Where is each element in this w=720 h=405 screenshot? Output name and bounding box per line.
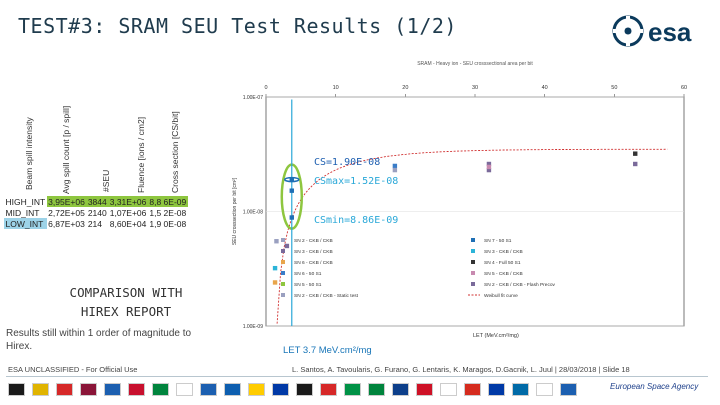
table-cell: 8,8 6E-09 [149, 196, 187, 207]
esa-logo [612, 14, 708, 48]
legend-item: SN 6 - CKB / CKB [294, 261, 333, 266]
x-tick-label: 10 [332, 85, 339, 91]
table-cell: 1,07E+06 [109, 207, 147, 218]
comparison-line-1: COMPARISON WITH [69, 285, 183, 300]
flag-icon [248, 383, 265, 396]
header-beam-spill-intensity: Beam spill intensity [24, 117, 34, 190]
y-tick-label: 1.00E-09 [242, 324, 263, 330]
legend-marker [281, 238, 285, 242]
table-cell: 3,31E+06 [109, 196, 147, 207]
y-tick-label: 1.00E-08 [242, 209, 263, 216]
header-seu: #SEU [101, 169, 111, 192]
legend-marker [281, 282, 285, 286]
data-point [393, 168, 397, 172]
table-cell: 2,72E+05 [48, 207, 85, 218]
header-fluence: Fluence [ions / cm2] [136, 116, 146, 193]
table-row [4, 196, 188, 207]
data-point [633, 162, 637, 166]
legend-marker [281, 293, 285, 297]
legend-marker [471, 271, 475, 275]
csmin-annotation: CSmin=8.86E-09 [314, 215, 399, 226]
legend-item: SN 2 - CKB / CKB - Static test [294, 294, 358, 299]
header-avg-spill-count: Avg spill count [p / spill] [61, 105, 71, 194]
classification-label: ESA UNCLASSIFIED - For Official Use [8, 365, 138, 374]
legend-item: SN 3 - CKB / CKB [484, 250, 523, 255]
table-cell: 2140 [87, 207, 107, 218]
flag-icon [488, 383, 505, 396]
flag-icon [416, 383, 433, 396]
legend-item: SN 3 - CKB / CKB [294, 250, 333, 255]
table-cell: 3,95E+06 [48, 196, 85, 207]
flag-icon [200, 383, 217, 396]
legend-item: SN 5 - CKB / CKB [484, 272, 523, 277]
csmax-annotation: CSmax=1.52E-08 [314, 176, 399, 187]
y-tick-label: 1.00E-07 [242, 95, 263, 101]
table-cell: 3844 [87, 196, 107, 207]
table-cell: 214 [87, 218, 102, 229]
y-axis-label: SEU crosssection per bit [cm²] [232, 177, 238, 246]
legend-marker [281, 260, 285, 264]
data-point [274, 239, 278, 243]
flag-icon [536, 383, 553, 396]
table-cell: 6,87E+03 [48, 218, 85, 229]
x-tick-label: 20 [402, 85, 409, 91]
legend-item: SN 5 - 50 S1 [294, 283, 322, 288]
data-point [633, 151, 637, 155]
flag-icon [392, 383, 409, 396]
flag-icon [440, 383, 457, 396]
seu-chart [228, 58, 716, 354]
x-tick-label: 40 [541, 85, 548, 91]
x-tick-label: 30 [471, 85, 479, 91]
header-cross-section: Cross section [CS/bit] [170, 111, 180, 193]
legend-marker [471, 282, 475, 286]
row-name: HIGH_INT [5, 196, 46, 207]
chart-title: SRAM - Heavy ion - SEU crosssectional area per bit [417, 61, 533, 67]
flag-icon [296, 383, 313, 396]
page-title: TEST#3: SRAM SEU Test Results (1/2) [18, 14, 457, 38]
legend-marker [471, 238, 475, 242]
comparison-line-2: HIREX REPORT [80, 304, 172, 319]
flag-icon [104, 383, 121, 396]
flag-icon [272, 383, 289, 396]
legend-item: SN 2 - CKB / CKB [294, 239, 333, 244]
footer-divider [6, 376, 708, 377]
data-point [273, 266, 277, 270]
flag-icon [32, 383, 49, 396]
table-cell: 8,60E+04 [109, 218, 147, 229]
flag-icon [344, 383, 361, 396]
flag-icon [56, 383, 73, 396]
legend-marker [281, 249, 285, 253]
agency-label: European Space Agency [610, 382, 699, 391]
table-cell: 1,5 2E-08 [149, 207, 187, 218]
flag-icon [512, 383, 529, 396]
let-label: LET 3.7 MeV.cm²/mg [283, 345, 372, 356]
legend-item: Weibull fit curve [484, 294, 518, 299]
x-tick-label: 0 [264, 85, 268, 91]
x-tick-label: 60 [680, 85, 688, 91]
data-point [290, 188, 294, 192]
comparison-heading [28, 283, 224, 321]
data-point [393, 164, 397, 168]
flag-icon [368, 383, 385, 396]
flag-icon [464, 383, 481, 396]
data-point [487, 165, 491, 169]
cs-annotation: CS=1.90E-08 [314, 157, 381, 168]
data-point [290, 215, 294, 219]
table-cell: 1,9 0E-08 [149, 218, 187, 229]
flag-icon [128, 383, 145, 396]
flag-icon [152, 383, 169, 396]
table-row [4, 207, 188, 218]
legend-marker [471, 249, 475, 253]
data-point [285, 244, 289, 248]
flag-icon [224, 383, 241, 396]
row-name: MID_INT [5, 207, 40, 218]
table-row [4, 218, 188, 229]
logo-text: esa [648, 17, 692, 47]
legend-marker [281, 271, 285, 275]
legend-item: SN 4 - Full 50 S1 [484, 261, 521, 266]
data-point [273, 280, 277, 284]
flag-icon [8, 383, 25, 396]
flag-icon [176, 383, 193, 396]
flag-icon [560, 383, 577, 396]
results-note: Results still within 1 order of magnitude to Hirex. [6, 328, 192, 352]
row-name: LOW_INT [4, 218, 47, 229]
legend-item: SN 2 - CKB / CKB - Flash Precov [484, 283, 555, 288]
legend-item: SN 6 - 50 S1 [294, 272, 322, 277]
x-axis-label: LET (MeV.cm²/mg) [472, 333, 519, 339]
x-tick-label: 50 [611, 85, 618, 91]
flag-icon [80, 383, 97, 396]
legend-item: SN 7 - 50 S1 [484, 239, 512, 244]
flag-icon [320, 383, 337, 396]
results-table [4, 196, 188, 229]
footer-authors: L. Santos, A. Tavoularis, G. Furano, G. Lentaris, K. Maragos, D.Gacnik, L. Juul | 28/03/2018 | Slide 18 [292, 365, 630, 374]
legend-marker [471, 260, 475, 264]
